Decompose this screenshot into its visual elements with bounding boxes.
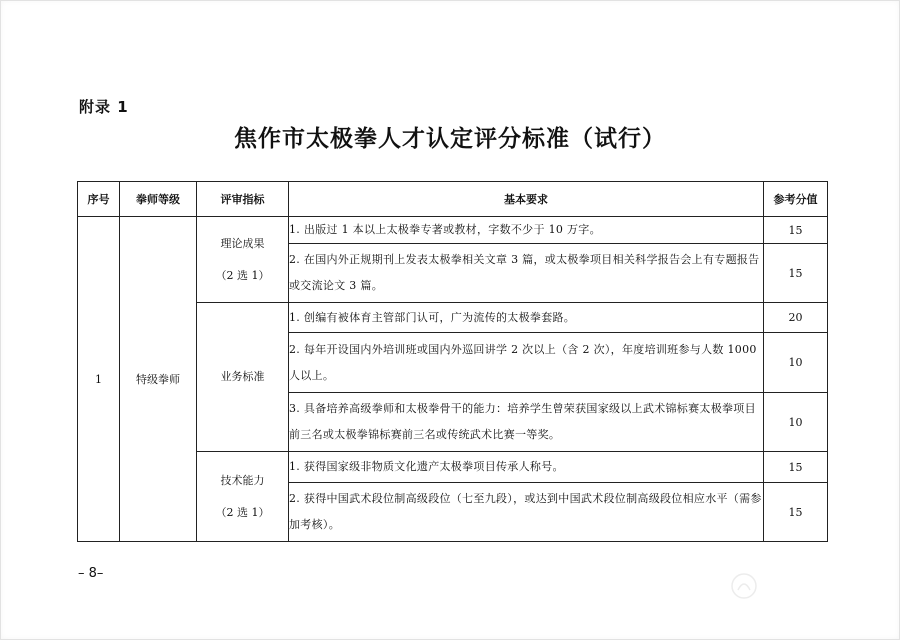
header-score: 参考分值 — [764, 182, 828, 217]
appendix-label: 附录 1 — [79, 98, 129, 116]
page-number: – 8– — [78, 566, 104, 581]
level-cell: 特级拳师 — [120, 217, 197, 542]
score-cell: 15 — [764, 483, 828, 542]
requirement-cell: 2. 在国内外正规期刊上发表太极拳相关文章 3 篇，或太极拳项目相关科学报告会上有专题报告或交流论文 3 篇。 — [289, 244, 764, 303]
score-cell: 15 — [764, 217, 828, 244]
requirement-cell: 1. 出版过 1 本以上太极拳专著或教材，字数不少于 10 万字。 — [289, 217, 764, 244]
indicator-note: （2 选 1） — [215, 505, 270, 519]
index-cell: 1 — [78, 217, 120, 542]
scoring-criteria-table — [77, 181, 828, 542]
document-title: 焦作市太极拳人才认定评分标准（试行） — [234, 126, 666, 152]
indicator-name: 理论成果 — [220, 236, 265, 250]
table-header-row — [78, 182, 828, 217]
requirement-cell: 1. 获得国家级非物质文化遗产太极拳项目传承人称号。 — [289, 452, 764, 483]
header-requirement: 基本要求 — [289, 182, 764, 217]
indicator-cell-business — [197, 303, 289, 452]
header-index: 序号 — [78, 182, 120, 217]
requirement-cell: 3. 具备培养高级拳师和太极拳骨干的能力：培养学生曾荣获国家级以上武术锦标赛太极拳项目前三名或太极拳锦标赛前三名或传统武术比赛一等奖。 — [289, 393, 764, 452]
indicator-name: 业务标准 — [220, 370, 265, 383]
indicator-cell-technique — [197, 452, 289, 542]
score-cell: 15 — [764, 244, 828, 303]
indicator-note: （2 选 1） — [215, 268, 270, 282]
score-cell: 15 — [764, 452, 828, 483]
table-row — [78, 217, 828, 244]
requirement-cell: 1. 创编有被体育主管部门认可，广为流传的太极拳套路。 — [289, 303, 764, 333]
score-cell: 10 — [764, 333, 828, 393]
requirement-cell: 2. 每年开设国内外培训班或国内外巡回讲学 2 次以上（含 2 次），年度培训班参与人数 1000 人以上。 — [289, 333, 764, 393]
score-cell: 20 — [764, 303, 828, 333]
indicator-name: 技术能力 — [220, 473, 265, 487]
header-level: 拳师等级 — [120, 182, 197, 217]
score-cell: 10 — [764, 393, 828, 452]
header-indicator: 评审指标 — [197, 182, 289, 217]
requirement-cell: 2. 获得中国武术段位制高级段位（七至九段），或达到中国武术段位制高级段位相应水平（需参加考核）。 — [289, 483, 764, 542]
indicator-cell-theory — [197, 217, 289, 303]
watermark-logo-icon — [730, 572, 758, 600]
